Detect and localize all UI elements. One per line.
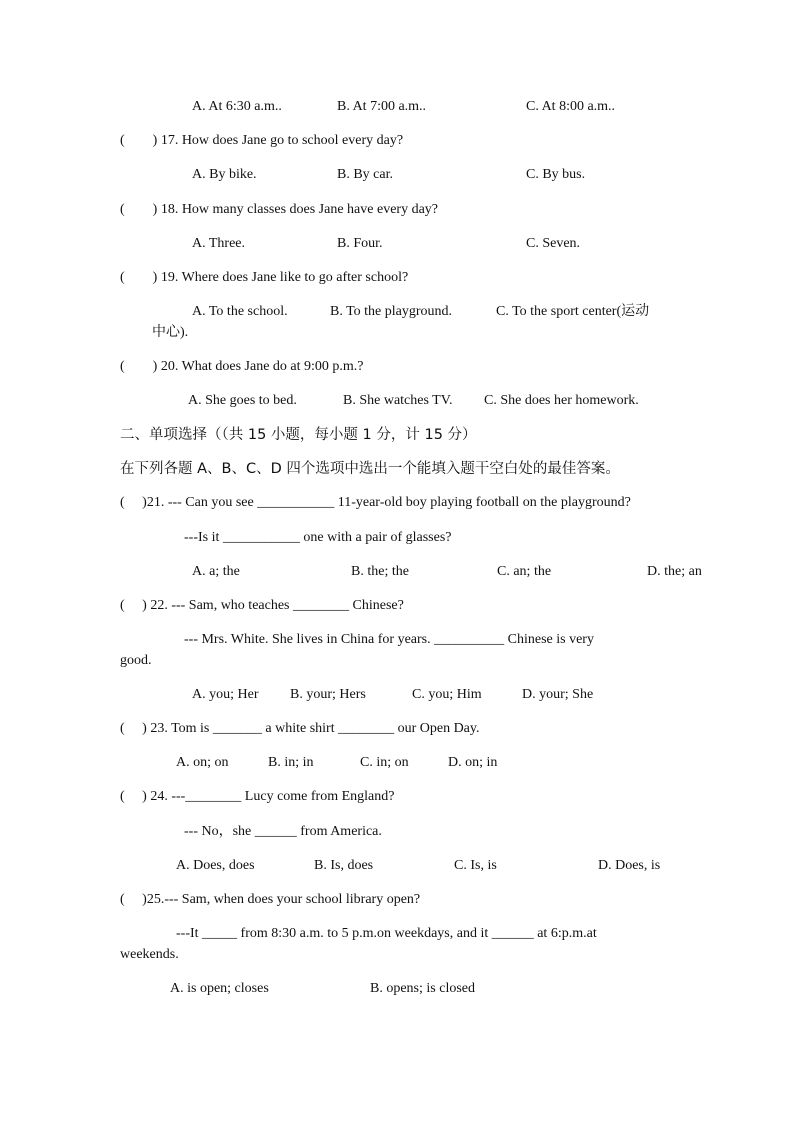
q17-option-a: A. By bike. [192, 167, 257, 182]
q19-option-c: C. To the sport center(运动 [496, 304, 650, 319]
q25-reply: ---It _____ from 8:30 a.m. to 5 p.m.on weekdays, and it ______ at 6:p.m.at [176, 926, 597, 941]
q25-reply-continued: weekends. [120, 947, 179, 962]
q19-option-c-continued: 中心). [152, 325, 189, 340]
q20-stem: ( ) 20. What does Jane do at 9:00 p.m.? [120, 359, 364, 374]
q22-option-b: B. your; Hers [290, 687, 366, 702]
q20-option-b: B. She watches TV. [343, 393, 453, 408]
q24-stem: ( ) 24. ---________ Lucy come from England? [120, 789, 395, 804]
q18-option-b: B. Four. [337, 236, 383, 251]
q19-option-b: B. To the playground. [330, 304, 453, 319]
q22-stem: ( ) 22. --- Sam, who teaches ________ Chinese? [120, 598, 404, 613]
section-heading: 二、单项选择（（共 15 小题，每小题 1 分，计 15 分） [120, 427, 477, 443]
q17-option-b: B. By car. [337, 167, 393, 182]
q23-option-d: D. on; in [448, 755, 498, 770]
q21-reply: ---Is it ___________ one with a pair of glasses? [184, 530, 452, 545]
q25-stem: ( )25.--- Sam, when does your school library open? [120, 892, 421, 907]
q19-stem: ( ) 19. Where does Jane like to go after school? [120, 270, 409, 285]
q22-option-c: C. you; Him [412, 687, 482, 702]
q23-stem: ( ) 23. Tom is _______ a white shirt ________ our Open Day. [120, 721, 480, 736]
section-instruction: 在下列各题 A、B、C、D 四个选项中选出一个能填入题干空白处的最佳答案。 [120, 461, 620, 477]
q23-option-c: C. in; on [360, 755, 409, 770]
q25-option-b: B. opens; is closed [370, 981, 475, 996]
q23-option-b: B. in; in [268, 755, 314, 770]
q23-option-a: A. on; on [176, 755, 229, 770]
q21-option-a: A. a; the [192, 564, 240, 579]
q22-reply: --- Mrs. White. She lives in China for years. __________ Chinese is very [184, 632, 594, 647]
q22-option-a: A. you; Her [192, 687, 259, 702]
q18-option-c: C. Seven. [526, 236, 581, 251]
q18-stem: ( ) 18. How many classes does Jane have every day? [120, 202, 439, 217]
q24-option-b: B. Is, does [314, 858, 374, 873]
q19-option-a: A. To the school. [192, 304, 288, 319]
q16-option-a: A. At 6:30 a.m.. [192, 99, 282, 114]
q21-option-b: B. the; the [351, 564, 409, 579]
q24-option-d: D. Does, is [598, 858, 661, 873]
q21-stem: ( )21. --- Can you see ___________ 11-year-old boy playing football on the playground? [120, 495, 631, 510]
q22-option-d: D. your; She [522, 687, 594, 702]
q20-option-c: C. She does her homework. [484, 393, 639, 408]
q16-option-c: C. At 8:00 a.m.. [526, 99, 616, 114]
q21-option-d: D. the; an [647, 564, 702, 579]
q24-option-a: A. Does, does [176, 858, 255, 873]
q24-reply: --- No，she ______ from America. [184, 824, 382, 839]
q16-option-b: B. At 7:00 a.m.. [337, 99, 427, 114]
q17-option-c: C. By bus. [526, 167, 586, 182]
q18-option-a: A. Three. [192, 236, 245, 251]
q22-reply-continued: good. [120, 653, 152, 668]
q25-option-a: A. is open; closes [170, 981, 269, 996]
q17-stem: ( ) 17. How does Jane go to school every day? [120, 133, 404, 148]
q20-option-a: A. She goes to bed. [188, 393, 297, 408]
q24-option-c: C. Is, is [454, 858, 497, 873]
q21-option-c: C. an; the [497, 564, 552, 579]
